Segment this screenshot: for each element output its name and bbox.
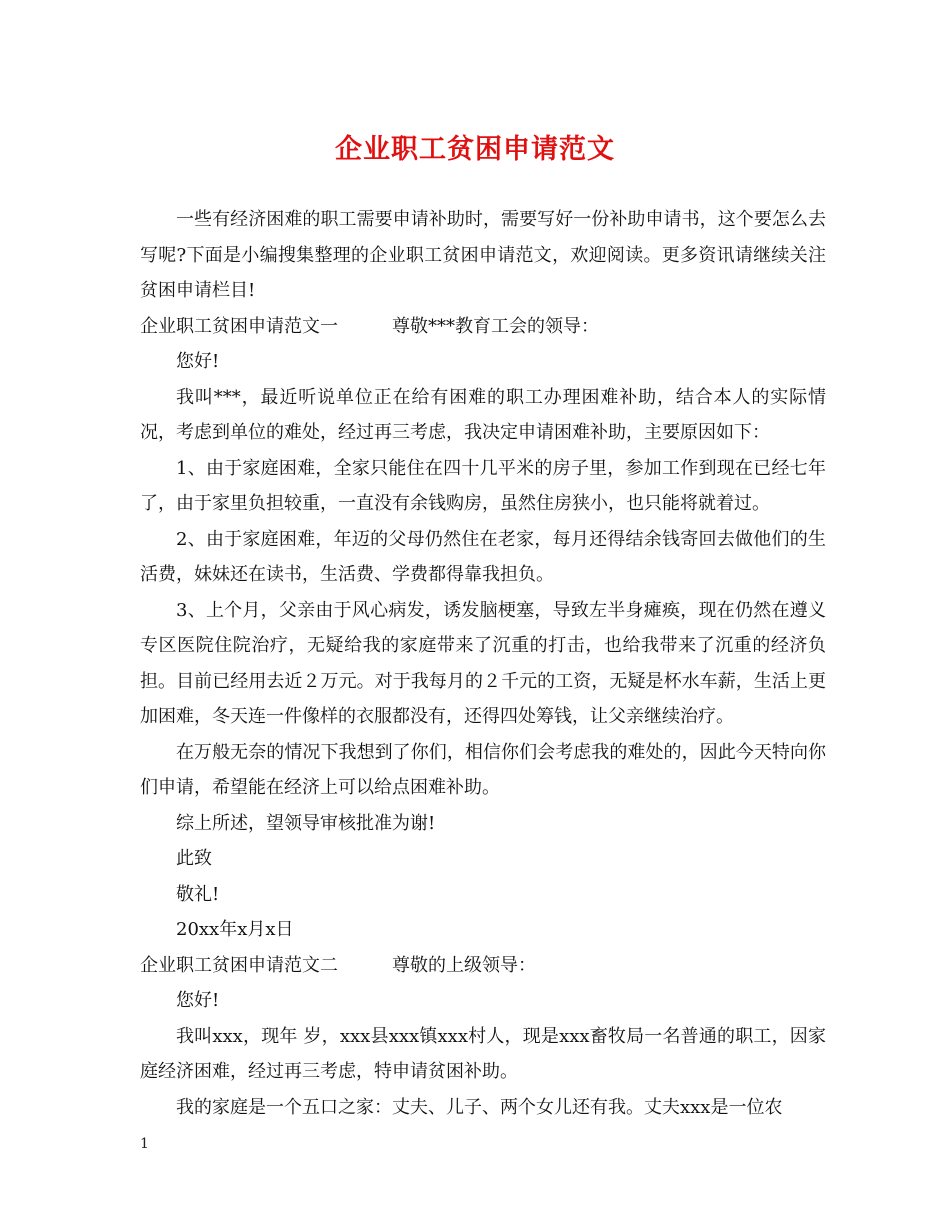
sample1-paragraph: 我叫***，最近听说单位正在给有困难的职工办理困难补助，结合本人的实际情况，考虑到单位的难处，经过再三考虑，我决定申请困难补助，主要原因如下： bbox=[140, 386, 826, 443]
sample1-greeting: 您好! bbox=[176, 351, 220, 372]
sample2-heading-line bbox=[140, 948, 826, 984]
sample1-salutation: 尊敬***教育工会的领导： bbox=[392, 315, 599, 337]
sample1-date: 20xx年x月x日 bbox=[176, 919, 294, 940]
sample2-salutation: 尊敬的上级领导： bbox=[392, 954, 536, 976]
sample1-heading: 企业职工贫困申请范文一 bbox=[140, 315, 338, 337]
sample2-heading: 企业职工贫困申请范文二 bbox=[140, 954, 338, 976]
sample1-closing: 此致 bbox=[176, 848, 212, 869]
sample1-paragraph: 2、由于家庭困难，年迈的父母仍然住在老家，每月还得结余钱寄回去做他们的生活费，妹妹还在读书，生活费、学费都得靠我担负。 bbox=[140, 528, 826, 585]
sample2-greeting: 您好! bbox=[176, 990, 220, 1011]
page-title: 企业职工贫困申请范文 bbox=[335, 134, 615, 165]
document-body bbox=[140, 202, 826, 1125]
intro-paragraph: 一些有经济困难的职工需要申请补助时，需要写好一份补助申请书，这个要怎么去写呢?下面是小编搜集整理的企业职工贫困申请范文，欢迎阅读。更多资讯请继续关注贫困申请栏目! bbox=[140, 209, 826, 301]
sample1-paragraph: 在万般无奈的情况下我想到了你们，相信你们会考虑我的难处的，因此今天特向你们申请，希望能在经济上可以给点困难补助。 bbox=[140, 741, 826, 798]
sample2-paragraph: 我的家庭是一个五口之家：丈夫、儿子、两个女儿还有我。丈夫xxx是一位农 bbox=[176, 1096, 783, 1118]
sample1-heading-line bbox=[140, 309, 826, 345]
sample1-paragraph: 1、由于家庭困难，全家只能住在四十几平米的房子里，参加工作到现在已经七年了，由于家里负担较重，一直没有余钱购房，虽然住房狭小，也只能将就着过。 bbox=[140, 457, 826, 514]
page-number: 1 bbox=[140, 1136, 149, 1152]
sample1-paragraph: 3、上个月，父亲由于风心病发，诱发脑梗塞，导致左半身瘫痪，现在仍然在遵义专区医院住院治疗，无疑给我的家庭带来了沉重的打击，也给我带来了沉重的经济负担。目前已经用去近２万元。对于我每月的２千元的工资，无疑是杯水车薪，生活上更加困难，冬天连一件像样的衣服都没有，还得四处筹钱，让父亲继续治疗。 bbox=[140, 599, 826, 727]
sample2-paragraph: 我叫xxx，现年 岁，xxx县xxx镇xxx村人，现是xxx畜牧局一名普通的职工，因家庭经济困难，经过再三考虑，特申请贫困补助。 bbox=[140, 1025, 826, 1082]
sample1-closing: 敬礼! bbox=[176, 883, 220, 905]
sample1-paragraph: 综上所述，望领导审核批准为谢! bbox=[176, 812, 436, 834]
